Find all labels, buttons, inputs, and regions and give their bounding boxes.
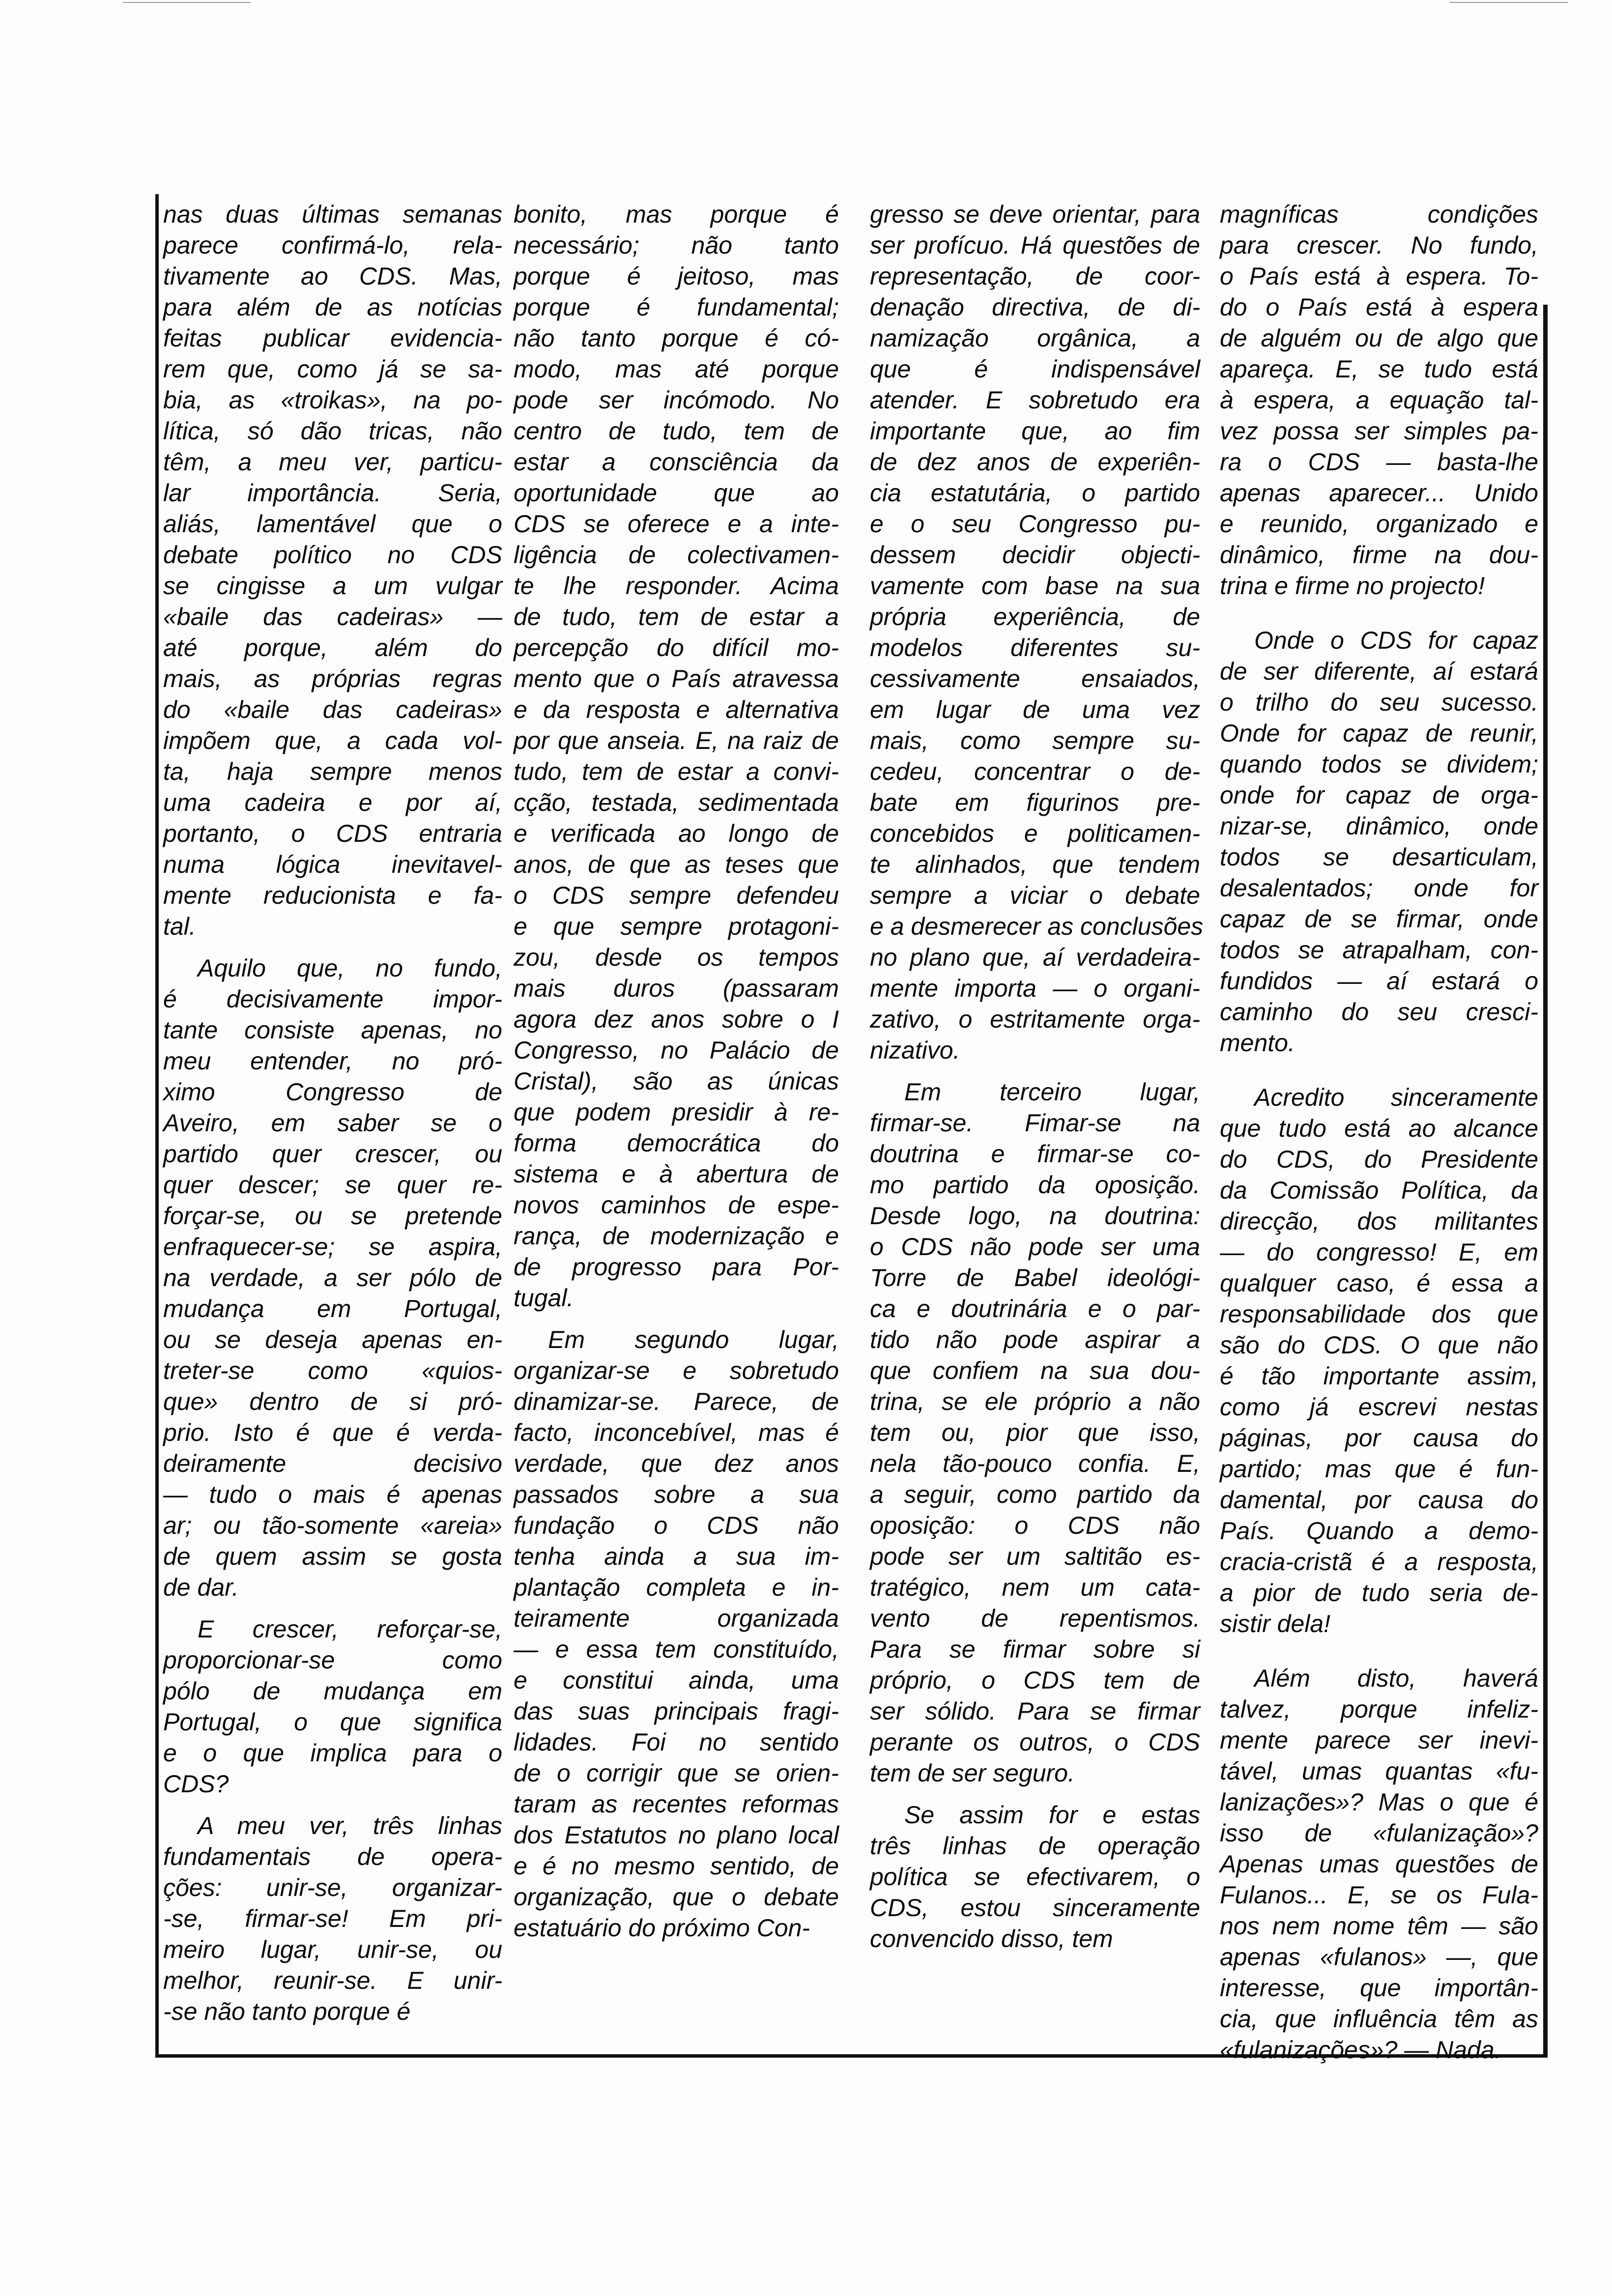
text-line: próprio, o CDS tem de xyxy=(870,1666,1200,1694)
text-column-1 xyxy=(163,199,502,2038)
text-line: nas duas últimas semanas xyxy=(163,201,502,228)
paragraph xyxy=(514,1324,839,1944)
text-line: Se assim for e estas xyxy=(904,1801,1200,1829)
text-line: que é indispensável xyxy=(870,355,1200,383)
text-line: nizar-se, dinâmico, onde xyxy=(1220,812,1538,840)
text-line: numa lógica inevitavel- xyxy=(163,851,502,878)
text-line: que tudo está ao alcance xyxy=(1220,1115,1538,1142)
text-line: impõem que, a cada vol- xyxy=(163,727,502,754)
text-line: todos se atrapalham, con- xyxy=(1220,936,1538,964)
text-line: fundação o CDS não xyxy=(514,1512,839,1539)
text-line: dinâmico, firme na dou- xyxy=(1220,541,1538,569)
text-line: tável, umas quantas «fu- xyxy=(1220,1757,1538,1785)
text-line: uma cadeira e por aí, xyxy=(163,789,502,816)
paragraph xyxy=(870,1800,1200,1954)
paragraph xyxy=(163,1614,502,1800)
text-line: facto, inconcebível, mas é xyxy=(514,1419,839,1446)
text-line: se cingisse a um vulgar xyxy=(163,572,502,600)
text-line: te alinhados, que tendem xyxy=(870,851,1200,878)
text-line: o CDS não pode ser uma xyxy=(870,1233,1200,1261)
text-line: País. Quando a demo- xyxy=(1220,1517,1538,1545)
text-line: cracia-cristã é a resposta, xyxy=(1220,1548,1538,1576)
text-line: teiramente organizada xyxy=(514,1605,839,1632)
text-line: modelos diferentes su- xyxy=(870,634,1200,661)
text-column-2 xyxy=(514,199,839,1954)
text-line: tenha ainda a sua im- xyxy=(514,1543,839,1570)
text-line: novos caminhos de espe- xyxy=(514,1191,839,1219)
text-line: tivamente ao CDS. Mas, xyxy=(163,262,502,290)
text-line: o País está à espera. To- xyxy=(1220,262,1538,290)
text-line: mente importa — o organi- xyxy=(870,975,1200,1002)
text-line: do «baile das cadeiras» xyxy=(163,696,502,723)
text-line: importante que, ao fim xyxy=(870,417,1200,445)
text-column-4 xyxy=(1220,199,1538,2089)
text-line: responsabilidade dos que xyxy=(1220,1300,1538,1328)
text-line: na verdade, a ser pólo de xyxy=(163,1264,502,1292)
right-column-border xyxy=(1543,305,1548,2057)
text-line: cia estatutária, o partido xyxy=(870,479,1200,507)
text-line: como já escrevi nestas xyxy=(1220,1393,1538,1421)
text-line: tem ou, pior que isso, xyxy=(870,1419,1200,1446)
text-line: parece confirmá-lo, rela- xyxy=(163,231,502,259)
text-line: para crescer. No fundo, xyxy=(1220,231,1538,259)
text-line: enfraquecer-se; se aspira, xyxy=(163,1233,502,1261)
text-line: A meu ver, três linhas xyxy=(198,1812,502,1839)
text-line: por que anseia. E, na raiz de xyxy=(514,727,839,754)
text-line: doutrina e firmar-se co- xyxy=(870,1140,1200,1168)
text-line: ar; ou tão-somente «areia» xyxy=(163,1512,502,1539)
text-line: oposição: o CDS não xyxy=(870,1512,1200,1539)
text-line: meiro lugar, unir-se, ou xyxy=(163,1936,502,1963)
text-line: Em terceiro lugar, xyxy=(904,1078,1200,1106)
text-line: isso de «fulanização»? xyxy=(1220,1819,1538,1847)
text-line: estar a consciência da xyxy=(514,448,839,476)
top-scan-line xyxy=(123,2,251,3)
text-line: Congresso, no Palácio de xyxy=(514,1036,839,1064)
text-line: cção, testada, sedimentada xyxy=(514,789,839,816)
text-line: onde for capaz de orga- xyxy=(1220,781,1538,809)
text-line: bia, as «troikas», na po- xyxy=(163,386,502,414)
text-line: lar importância. Seria, xyxy=(163,479,502,507)
text-line: três linhas de operação xyxy=(870,1832,1200,1860)
text-line: caminho do seu cresci- xyxy=(1220,998,1538,1026)
text-line: damental, por causa do xyxy=(1220,1486,1538,1514)
text-line: mudança em Portugal, xyxy=(163,1295,502,1322)
text-line: quer descer; se quer re- xyxy=(163,1171,502,1199)
text-line: plantação completa e in- xyxy=(514,1574,839,1601)
text-line: lidades. Foi no sentido xyxy=(514,1728,839,1756)
text-line: passados sobre a sua xyxy=(514,1481,839,1508)
text-line: das suas principais fragi- xyxy=(514,1697,839,1725)
text-line: tratégico, nem um cata- xyxy=(870,1574,1200,1601)
text-line: à espera, a equação tal- xyxy=(1220,386,1538,414)
text-line: concebidos e politicamen- xyxy=(870,820,1200,847)
text-line: e que sempre protagoni- xyxy=(514,913,839,940)
text-line: meu entender, no pró- xyxy=(163,1047,502,1075)
text-line: porque é fundamental; xyxy=(514,293,839,321)
text-line: dos Estatutos no plano local xyxy=(514,1821,839,1849)
text-line: agora dez anos sobre o I xyxy=(514,1005,839,1033)
text-line: Aveiro, em saber se o xyxy=(163,1109,502,1137)
text-line: anos, de que as teses que xyxy=(514,851,839,878)
text-line: e reunido, organizado e xyxy=(1220,510,1538,538)
text-line: de tudo, tem de estar a xyxy=(514,603,839,631)
text-line: que podem presidir à re- xyxy=(514,1098,839,1126)
text-line: é tão importante assim, xyxy=(1220,1362,1538,1390)
text-line: nos nem nome têm — são xyxy=(1220,1912,1538,1940)
text-line: não tanto porque é có- xyxy=(514,324,839,352)
paragraph xyxy=(1220,625,1538,1059)
text-line: lanizações»? Mas o que é xyxy=(1220,1788,1538,1816)
text-line: ser profícuo. Há questões de xyxy=(870,231,1200,259)
text-line: mais, as próprias regras xyxy=(163,665,502,692)
text-line: porque é jeitoso, mas xyxy=(514,262,839,290)
text-line: de progresso para Por- xyxy=(514,1253,839,1281)
text-line: tudo, tem de estar a convi- xyxy=(514,758,839,785)
text-line: namização orgânica, a xyxy=(870,324,1200,352)
text-line: — do congresso! E, em xyxy=(1220,1238,1538,1266)
text-line: partido quer crescer, ou xyxy=(163,1140,502,1168)
text-line: magníficas condições xyxy=(1220,201,1538,228)
text-line: estatuário do próximo Con- xyxy=(514,1914,810,1942)
text-line: o trilho do seu sucesso. xyxy=(1220,689,1538,716)
text-line: zou, desde os tempos xyxy=(514,944,839,971)
text-line: organizar-se e sobretudo xyxy=(514,1357,839,1384)
paragraph xyxy=(870,199,1204,1066)
text-column-3 xyxy=(870,199,1204,1965)
text-line: fundamentais de opera- xyxy=(163,1843,502,1870)
text-line: da Comissão Política, da xyxy=(1220,1177,1538,1204)
paragraph xyxy=(163,1810,502,2027)
text-line: ta, haja sempre menos xyxy=(163,758,502,785)
text-line: mais duros (passaram xyxy=(514,975,839,1002)
text-line: bonito, mas porque é xyxy=(514,201,839,228)
text-line: Aquilo que, no fundo, xyxy=(198,954,502,982)
text-line: até porque, além do xyxy=(163,634,502,661)
text-line: modo, mas até porque xyxy=(514,355,839,383)
text-line: nizativo. xyxy=(870,1036,960,1064)
text-line: tal. xyxy=(163,913,196,940)
text-line: sistir dela! xyxy=(1220,1610,1331,1637)
text-line: tante consiste apenas, no xyxy=(163,1016,502,1044)
text-line: ra o CDS — basta-lhe xyxy=(1220,448,1538,476)
left-column-border xyxy=(155,194,159,2057)
text-line: apenas «fulanos» —, que xyxy=(1220,1943,1538,1971)
text-line: Desde logo, na doutrina: xyxy=(870,1202,1200,1230)
text-line: mento. xyxy=(1220,1029,1295,1057)
text-line: Em segundo lugar, xyxy=(548,1326,839,1353)
text-line: de o corrigir que se orien- xyxy=(514,1759,839,1787)
text-line: de dar. xyxy=(163,1574,239,1601)
text-line: do o País está à espera xyxy=(1220,293,1538,321)
text-line: zativo, o estritamente orga- xyxy=(870,1005,1200,1033)
text-line: mente parece ser inevi- xyxy=(1220,1726,1538,1754)
text-line: aliás, lamentável que o xyxy=(163,510,502,538)
text-line: páginas, por causa do xyxy=(1220,1424,1538,1452)
text-line: apareça. E, se tudo está xyxy=(1220,355,1538,383)
text-line: forçar-se, ou se pretende xyxy=(163,1202,502,1230)
text-line: a pior de tudo seria de- xyxy=(1220,1579,1538,1607)
text-line: apenas aparecer... Unido xyxy=(1220,479,1538,507)
text-line: e o seu Congresso pu- xyxy=(870,510,1200,538)
text-line: pode ser um saltitão es- xyxy=(870,1543,1200,1570)
paragraph xyxy=(870,1077,1200,1789)
text-line: pode ser incómodo. No xyxy=(514,386,839,414)
text-line: bate em figurinos pre- xyxy=(870,789,1200,816)
text-line: própria experiência, de xyxy=(870,603,1200,631)
text-line: rança, de modernização e xyxy=(514,1222,839,1250)
text-line: mente reducionista e fa- xyxy=(163,882,502,909)
text-line: nela tão-pouco confia. E, xyxy=(870,1450,1200,1477)
text-line: sistema e à abertura de xyxy=(514,1160,839,1188)
text-line: CDS, estou sinceramente xyxy=(870,1894,1200,1922)
text-line: — tudo o mais é apenas xyxy=(163,1481,502,1508)
text-line: portanto, o CDS entraria xyxy=(163,820,502,847)
text-line: oportunidade que ao xyxy=(514,479,839,507)
text-line: convencido disso, tem xyxy=(870,1925,1113,1952)
text-line: rem que, como já se sa- xyxy=(163,355,502,383)
text-line: Acredito sinceramente xyxy=(1254,1084,1538,1111)
text-line: feitas publicar evidencia- xyxy=(163,324,502,352)
text-line: capaz de se firmar, onde xyxy=(1220,905,1538,933)
text-line: — e essa tem constituído, xyxy=(514,1636,839,1663)
text-line: -se não tanto porque é xyxy=(163,1998,411,2025)
text-line: «fulanizações»? — Nada. xyxy=(1220,2036,1501,2064)
text-line: te lhe responder. Acima xyxy=(514,572,839,600)
text-line: firmar-se. Fimar-se na xyxy=(870,1109,1200,1137)
text-line: ou se deseja apenas en- xyxy=(163,1326,502,1353)
text-line: e verificada ao longo de xyxy=(514,820,839,847)
text-line: Para se firmar sobre si xyxy=(870,1636,1200,1663)
text-line: ca e doutrinária e o par- xyxy=(870,1295,1200,1322)
text-line: prio. Isto é que é verda- xyxy=(163,1419,502,1446)
text-line: qualquer caso, é essa a xyxy=(1220,1269,1538,1297)
text-line: proporcionar-se como xyxy=(163,1646,502,1674)
text-line: talvez, porque infeliz- xyxy=(1220,1695,1538,1723)
top-scan-line xyxy=(1450,2,1568,3)
text-line: e o que implica para o xyxy=(163,1739,502,1767)
text-line: representação, de coor- xyxy=(870,262,1200,290)
paragraph xyxy=(1220,1082,1538,1639)
text-line: política se efectivarem, o xyxy=(870,1863,1200,1891)
text-line: que confiem na sua dou- xyxy=(870,1357,1200,1384)
text-line: cedeu, concentrar o de- xyxy=(870,758,1200,785)
text-line: é decisivamente impor- xyxy=(163,985,502,1013)
text-line: a seguir, como partido da xyxy=(870,1481,1200,1508)
text-line: tugal. xyxy=(514,1284,574,1312)
text-line: cessivamente ensaiados, xyxy=(870,665,1200,692)
text-line: lítica, só dão tricas, não xyxy=(163,417,502,445)
text-line: direcção, dos militantes xyxy=(1220,1207,1538,1235)
text-line: no plano que, aí verdadeira- xyxy=(870,944,1200,971)
paragraph xyxy=(1220,1663,1538,2066)
text-line: necessário; não tanto xyxy=(514,231,839,259)
text-line: têm, a meu ver, particu- xyxy=(163,448,502,476)
text-line: mo partido da oposição. xyxy=(870,1171,1200,1199)
text-line: cia, que influência têm as xyxy=(1220,2005,1538,2033)
text-line: e constitui ainda, uma xyxy=(514,1666,839,1694)
text-line: ções: unir-se, organizar- xyxy=(163,1874,502,1901)
text-line: organização, que o debate xyxy=(514,1883,839,1911)
text-line: deiramente decisivo xyxy=(163,1450,502,1477)
paragraph xyxy=(1220,199,1538,602)
paragraph xyxy=(163,953,502,1603)
text-line: vez possa ser simples pa- xyxy=(1220,417,1538,445)
text-line: E crescer, reforçar-se, xyxy=(198,1615,502,1643)
text-line: todos se desarticulam, xyxy=(1220,843,1538,871)
text-line: que» dentro de si pró- xyxy=(163,1388,502,1415)
text-line: denação directiva, de di- xyxy=(870,293,1200,321)
text-line: fundidos — aí estará o xyxy=(1220,967,1538,995)
text-line: «baile das cadeiras» — xyxy=(163,603,502,631)
text-line: Portugal, o que significa xyxy=(163,1708,502,1736)
text-line: taram as recentes reformas xyxy=(514,1790,839,1818)
text-line: de alguém ou de algo que xyxy=(1220,324,1538,352)
text-line: do CDS, do Presidente xyxy=(1220,1146,1538,1173)
text-line: Apenas umas questões de xyxy=(1220,1850,1538,1878)
text-line: verdade, que dez anos xyxy=(514,1450,839,1477)
text-line: -se, firmar-se! Em pri- xyxy=(163,1905,502,1932)
text-line: de dez anos de experiên- xyxy=(870,448,1200,476)
text-line: mais, como sempre su- xyxy=(870,727,1200,754)
text-line: Cristal), são as únicas xyxy=(514,1067,839,1095)
text-line: vamente com base na sua xyxy=(870,572,1200,600)
text-line: percepção do difícil mo- xyxy=(514,634,839,661)
text-line: de ser diferente, aí estará xyxy=(1220,658,1538,685)
text-line: atender. E sobretudo era xyxy=(870,386,1200,414)
text-line: melhor, reunir-se. E unir- xyxy=(163,1967,502,1994)
text-line: e é no mesmo sentido, de xyxy=(514,1852,839,1880)
text-line: CDS? xyxy=(163,1770,229,1798)
text-line: trina, se ele próprio a não xyxy=(870,1388,1200,1415)
text-line: ligência de colectivamen- xyxy=(514,541,839,569)
text-line: para além de as notícias xyxy=(163,293,502,321)
paragraph xyxy=(163,199,502,942)
text-line: pólo de mudança em xyxy=(163,1677,502,1705)
text-line: ser sólido. Para se firmar xyxy=(870,1697,1200,1725)
paragraph xyxy=(514,199,839,1314)
text-line: treter-se como «quios- xyxy=(163,1357,502,1384)
text-line: ximo Congresso de xyxy=(163,1078,502,1106)
text-line: Fulanos... E, se os Fula- xyxy=(1220,1881,1538,1909)
text-line: trina e firme no projecto! xyxy=(1220,572,1485,600)
text-line: o CDS sempre defendeu xyxy=(514,882,839,909)
text-line: quando todos se dividem; xyxy=(1220,750,1538,778)
text-line: tido não pode aspirar a xyxy=(870,1326,1200,1353)
text-line: partido; mas que é fun- xyxy=(1220,1455,1538,1483)
text-line: sempre a viciar o debate xyxy=(870,882,1200,909)
text-line: Além disto, haverá xyxy=(1254,1665,1538,1692)
text-line: CDS se oferece e a inte- xyxy=(514,510,839,538)
text-line: são do CDS. O que não xyxy=(1220,1331,1538,1359)
text-line: e da resposta e alternativa xyxy=(514,696,839,723)
text-line: debate político no CDS xyxy=(163,541,502,569)
text-line: mento que o País atravessa xyxy=(514,665,839,692)
text-line: dessem decidir objecti- xyxy=(870,541,1200,569)
text-line: Onde for capaz de reunir, xyxy=(1220,719,1538,747)
text-line: Onde o CDS for capaz xyxy=(1254,627,1538,654)
text-line: e a desmerecer as conclusões xyxy=(870,913,1204,940)
text-line: dinamizar-se. Parece, de xyxy=(514,1388,839,1415)
text-line: Torre de Babel ideológi- xyxy=(870,1264,1200,1292)
text-line: em lugar de uma vez xyxy=(870,696,1200,723)
text-line: desalentados; onde for xyxy=(1220,874,1538,902)
text-line: interesse, que importân- xyxy=(1220,1974,1538,2002)
text-line: gresso se deve orientar, para xyxy=(870,201,1200,228)
text-line: forma democrática do xyxy=(514,1129,839,1157)
text-line: perante os outros, o CDS xyxy=(870,1728,1200,1756)
text-line: centro de tudo, tem de xyxy=(514,417,839,445)
text-line: de quem assim se gosta xyxy=(163,1543,502,1570)
text-line: vento de repentismos. xyxy=(870,1605,1200,1632)
text-line: tem de ser seguro. xyxy=(870,1759,1075,1787)
